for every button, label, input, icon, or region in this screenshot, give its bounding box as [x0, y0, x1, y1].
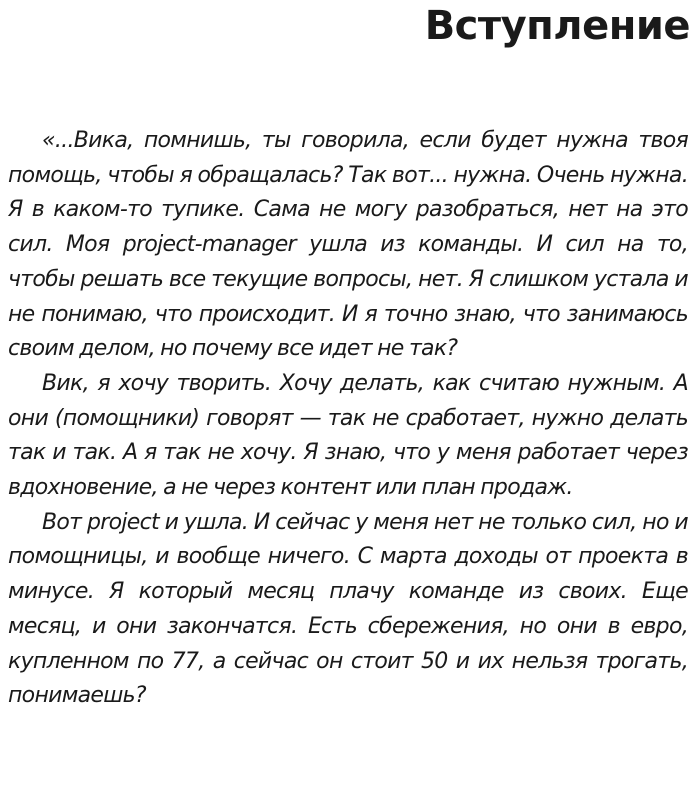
paragraph-1: «...Вика, помнишь, ты говорила, если будет нужна твоя помощь, чтобы я обращалась? Так вот... нужна. Очень нужна. Я в каком-то тупике. Сама не могу разобраться, нет на это сил. Моя project-manager ушла из команды. И сил на то, чтобы решать все текущие вопросы, нет. Я слишком устала и не понимаю, что происходит. И я точно знаю, что занимаюсь своим делом, но почему все идет не так? [8, 128, 688, 362]
paragraph-3: Вот project и ушла. И сейчас у меня нет не только сил, но и помощницы, и вообще ничего. С марта доходы от проекта в минусе. Я который месяц плачу команде из своих. Еще месяц, и они закончатся. Есть сбережения, но они в евро, купленном по 77, а сейчас он стоит 50 и их нельзя трогать, понимаешь? [8, 509, 688, 709]
chapter-title: Вступление [424, 3, 690, 49]
body-text [8, 124, 688, 714]
paragraph-2: Вик, я хочу творить. Хочу делать, как считаю нужным. А они (помощники) говорят — так не сработает, нужно делать так и так. А я так не хочу. Я знаю, что у меня работает через вдохновение, а не через контент или план продаж. [8, 370, 688, 501]
